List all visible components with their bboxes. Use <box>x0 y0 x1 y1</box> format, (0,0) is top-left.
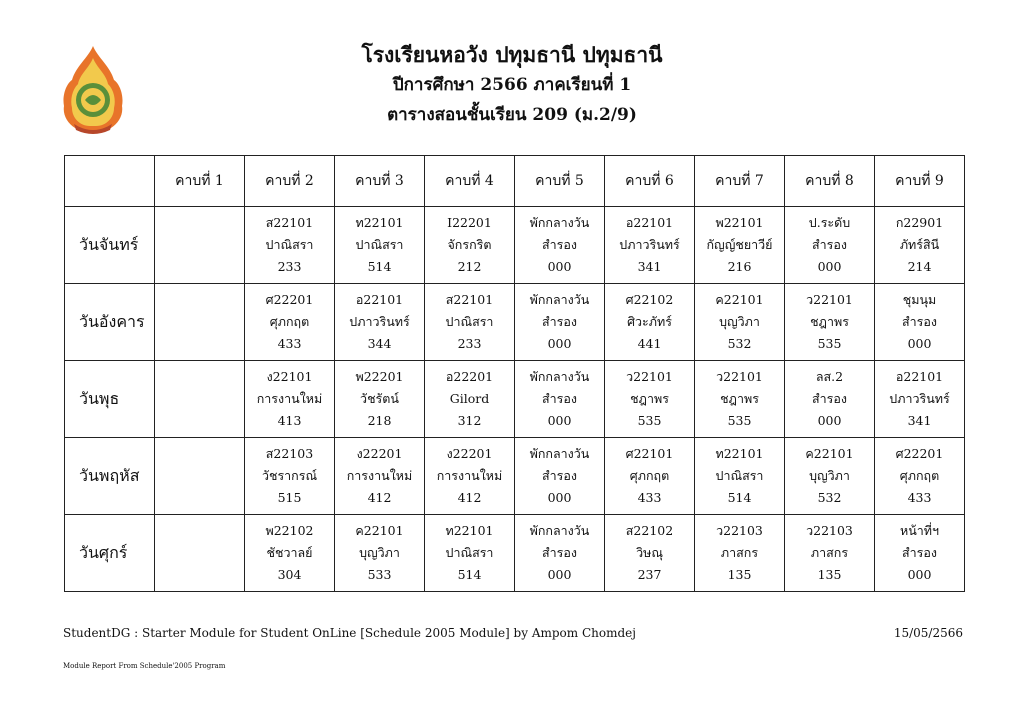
cell-teacher: สำรอง <box>902 545 937 560</box>
cell-room: 532 <box>817 490 842 505</box>
school-name: โรงเรียนหอวัง ปทุมธานี ปทุมธานี <box>361 42 663 67</box>
cell-teacher: สำรอง <box>542 391 577 406</box>
cell-code: ท22101 <box>715 446 764 461</box>
cell-code: ท22101 <box>445 523 494 538</box>
cell-code: I22201 <box>447 215 492 230</box>
cell-code: พักกลางวัน <box>529 292 590 307</box>
cell-teacher: ภาสกร <box>810 545 849 560</box>
cell-code: ว22101 <box>806 292 853 307</box>
day-row <box>65 284 965 361</box>
cell-room: 514 <box>457 567 482 582</box>
cell-code: ศ22102 <box>625 292 674 307</box>
schedule-cell <box>515 361 605 438</box>
schedule-cell <box>515 438 605 515</box>
schedule-table <box>64 155 965 592</box>
cell-teacher: จักรกริต <box>447 237 492 252</box>
academic-year: ปีการศึกษา 2566 ภาคเรียนที่ 1 <box>392 75 632 95</box>
cell-room: 341 <box>907 413 932 428</box>
period-header: คาบที่ 6 <box>605 156 695 207</box>
cell-code: อ22101 <box>355 292 404 307</box>
cell-teacher: สำรอง <box>902 314 937 329</box>
cell-teacher: วัชรัตน์ <box>360 391 399 406</box>
cell-room: 514 <box>367 259 392 274</box>
schedule-cell <box>155 207 245 284</box>
cell-teacher: บุญวิภา <box>809 468 850 483</box>
schedule-cell <box>695 361 785 438</box>
schedule-cell <box>425 515 515 592</box>
cell-teacher: ศุภกฤต <box>629 468 670 483</box>
schedule-cell <box>785 515 875 592</box>
cell-teacher: ศุภกฤต <box>899 468 940 483</box>
cell-code: พ22102 <box>265 523 314 538</box>
cell-code: ลส.2 <box>815 369 844 384</box>
cell-code: ว22101 <box>626 369 673 384</box>
day-label: วันพฤหัส <box>65 438 155 515</box>
day-label: วันจันทร์ <box>65 207 155 284</box>
schedule-cell <box>155 361 245 438</box>
cell-code: อ22101 <box>625 215 674 230</box>
day-row <box>65 515 965 592</box>
cell-code: ง22201 <box>356 446 403 461</box>
cell-room: 135 <box>817 567 842 582</box>
cell-teacher: ชัชวาลย์ <box>266 545 313 560</box>
cell-code: ป.ระดับ <box>808 215 851 230</box>
cell-room: 514 <box>727 490 752 505</box>
cell-room: 515 <box>277 490 302 505</box>
cell-room: 441 <box>637 336 662 351</box>
cell-code: ว22103 <box>806 523 853 538</box>
schedule-cell <box>155 515 245 592</box>
cell-room: 433 <box>277 336 302 351</box>
schedule-cell <box>245 361 335 438</box>
schedule-cell <box>425 207 515 284</box>
period-header: คาบที่ 3 <box>335 156 425 207</box>
schedule-cell <box>515 207 605 284</box>
schedule-cell <box>425 284 515 361</box>
cell-room: 000 <box>817 413 842 428</box>
footer-credit: StudentDG : Starter Module for Student OnLine [Schedule 2005 Module] by Ampom Chomdej <box>63 626 636 640</box>
schedule-cell <box>425 438 515 515</box>
schedule-cell <box>695 284 785 361</box>
schedule-cell <box>605 515 695 592</box>
cell-room: 214 <box>907 259 932 274</box>
cell-room: 533 <box>367 567 392 582</box>
period-header: คาบที่ 5 <box>515 156 605 207</box>
schedule-cell <box>785 438 875 515</box>
cell-code: พักกลางวัน <box>529 369 590 384</box>
day-label: วันศุกร์ <box>65 515 155 592</box>
cell-room: 532 <box>727 336 752 351</box>
cell-teacher: วัชรากรณ์ <box>261 468 318 483</box>
day-row <box>65 438 965 515</box>
cell-teacher: การงานใหม่ <box>436 468 503 483</box>
schedule-cell <box>245 207 335 284</box>
cell-room: 535 <box>637 413 662 428</box>
cell-teacher: ชฎาพร <box>630 391 669 406</box>
cell-room: 433 <box>907 490 932 505</box>
period-header: คาบที่ 8 <box>785 156 875 207</box>
cell-room: 135 <box>727 567 752 582</box>
cell-code: ง22101 <box>266 369 313 384</box>
cell-code: ท22101 <box>355 215 404 230</box>
cell-teacher: ปาณิสรา <box>715 468 764 483</box>
schedule-cell <box>245 438 335 515</box>
cell-teacher: การงานใหม่ <box>346 468 413 483</box>
cell-room: 304 <box>277 567 302 582</box>
schedule-cell <box>695 515 785 592</box>
cell-code: พักกลางวัน <box>529 215 590 230</box>
cell-teacher: สำรอง <box>542 468 577 483</box>
cell-room: 000 <box>547 490 572 505</box>
cell-room: 000 <box>907 567 932 582</box>
cell-teacher: สำรอง <box>812 237 847 252</box>
cell-code: ส22103 <box>265 446 314 461</box>
cell-code: อ22101 <box>895 369 944 384</box>
cell-teacher: ปภาวรินทร์ <box>619 237 680 252</box>
cell-room: 237 <box>637 567 662 582</box>
cell-teacher: บุญวิภา <box>719 314 760 329</box>
cell-room: 413 <box>277 413 302 428</box>
cell-code: อ22201 <box>445 369 494 384</box>
schedule-cell <box>605 284 695 361</box>
schedule-cell <box>875 284 965 361</box>
report-header <box>0 40 1024 130</box>
schedule-cell <box>335 207 425 284</box>
cell-room: 212 <box>457 259 482 274</box>
cell-code: ค22101 <box>355 523 404 538</box>
report-date: 15/05/2566 <box>893 626 963 640</box>
cell-room: 433 <box>637 490 662 505</box>
cell-teacher: สำรอง <box>542 314 577 329</box>
schedule-cell <box>605 361 695 438</box>
cell-teacher: สำรอง <box>542 237 577 252</box>
period-header: คาบที่ 2 <box>245 156 335 207</box>
schedule-cell <box>605 438 695 515</box>
schedule-cell <box>605 207 695 284</box>
schedule-cell <box>335 361 425 438</box>
cell-teacher: ภัทร์สินี <box>899 237 940 252</box>
schedule-cell <box>875 438 965 515</box>
cell-room: 535 <box>727 413 752 428</box>
schedule-cell <box>695 438 785 515</box>
cell-room: 233 <box>457 336 482 351</box>
cell-room: 000 <box>547 567 572 582</box>
report-footer <box>63 626 963 640</box>
cell-room: 535 <box>817 336 842 351</box>
schedule-cell <box>425 361 515 438</box>
period-header-row <box>65 156 965 207</box>
schedule-cell <box>875 207 965 284</box>
cell-teacher: ปาณิสรา <box>445 314 494 329</box>
cell-room: 000 <box>547 336 572 351</box>
schedule-cell <box>875 515 965 592</box>
cell-room: 000 <box>547 259 572 274</box>
class-schedule-title: ตารางสอนชั้นเรียน 209 (ม.2/9) <box>387 105 637 125</box>
cell-code: ง22201 <box>446 446 493 461</box>
schedule-cell <box>335 284 425 361</box>
cell-room: 341 <box>637 259 662 274</box>
cell-code: ส22101 <box>265 215 314 230</box>
cell-code: พักกลางวัน <box>529 446 590 461</box>
schedule-cell <box>785 284 875 361</box>
period-header: คาบที่ 9 <box>875 156 965 207</box>
schedule-cell <box>515 284 605 361</box>
cell-room: 312 <box>457 413 482 428</box>
cell-teacher: Gilord <box>449 391 490 406</box>
cell-code: ก22901 <box>895 215 944 230</box>
cell-code: ชุมนุม <box>902 292 937 307</box>
cell-teacher: ปาณิสรา <box>265 237 314 252</box>
schedule-cell <box>875 361 965 438</box>
cell-teacher: สำรอง <box>812 391 847 406</box>
cell-code: ศ22201 <box>895 446 944 461</box>
cell-code: ศ22101 <box>625 446 674 461</box>
cell-teacher: ศุภกฤต <box>269 314 310 329</box>
cell-teacher: บุญวิภา <box>359 545 400 560</box>
cell-room: 412 <box>457 490 482 505</box>
schedule-cell <box>695 207 785 284</box>
footer-note: Module Report From Schedule'2005 Program <box>63 662 226 670</box>
cell-teacher: กัญญ์ชยาวีย์ <box>706 237 773 252</box>
cell-code: ค22101 <box>805 446 854 461</box>
schedule-cell <box>335 515 425 592</box>
cell-room: 216 <box>727 259 752 274</box>
cell-code: ว22101 <box>716 369 763 384</box>
cell-code: ส22101 <box>445 292 494 307</box>
cell-code: พักกลางวัน <box>529 523 590 538</box>
period-header: คาบที่ 1 <box>155 156 245 207</box>
schedule-cell <box>245 515 335 592</box>
cell-teacher: ชฎาพร <box>810 314 849 329</box>
cell-teacher: ภาสกร <box>720 545 759 560</box>
schedule-cell <box>785 361 875 438</box>
cell-code: พ22101 <box>715 215 764 230</box>
cell-room: 412 <box>367 490 392 505</box>
cell-room: 344 <box>367 336 392 351</box>
cell-teacher: ปาณิสรา <box>445 545 494 560</box>
cell-code: ค22101 <box>715 292 764 307</box>
schedule-cell <box>515 515 605 592</box>
schedule-cell <box>155 438 245 515</box>
schedule-cell <box>785 207 875 284</box>
period-header: คาบที่ 4 <box>425 156 515 207</box>
corner-cell <box>65 156 155 207</box>
cell-teacher: ชฎาพร <box>720 391 759 406</box>
cell-teacher: วิษณุ <box>636 545 663 560</box>
day-row <box>65 361 965 438</box>
day-label: วันอังคาร <box>65 284 155 361</box>
cell-code: พ22201 <box>355 369 404 384</box>
period-header: คาบที่ 7 <box>695 156 785 207</box>
cell-teacher: ปภาวรินทร์ <box>349 314 410 329</box>
cell-teacher: ปาณิสรา <box>355 237 404 252</box>
schedule-cell <box>335 438 425 515</box>
cell-room: 000 <box>547 413 572 428</box>
cell-code: หน้าที่ฯ <box>899 523 940 538</box>
cell-room: 218 <box>367 413 392 428</box>
cell-room: 000 <box>907 336 932 351</box>
cell-teacher: การงานใหม่ <box>256 391 323 406</box>
schedule-cell <box>245 284 335 361</box>
cell-code: ศ22201 <box>265 292 314 307</box>
cell-teacher: ปภาวรินทร์ <box>889 391 950 406</box>
cell-teacher: สำรอง <box>542 545 577 560</box>
day-row <box>65 207 965 284</box>
day-label: วันพุธ <box>65 361 155 438</box>
cell-room: 000 <box>817 259 842 274</box>
cell-room: 233 <box>277 259 302 274</box>
schedule-cell <box>155 284 245 361</box>
cell-teacher: ศิวะภัทร์ <box>627 314 672 329</box>
cell-code: ว22103 <box>716 523 763 538</box>
cell-code: ส22102 <box>625 523 674 538</box>
